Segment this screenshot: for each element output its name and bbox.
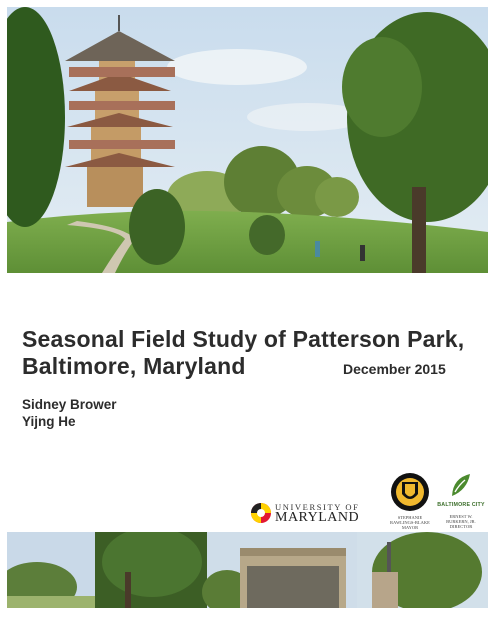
cover-photo-pagoda [7,7,488,273]
author-name: Sidney Brower [22,397,117,412]
baltimore-mayor-seal [386,472,434,530]
rec-parks-brand: BALTIMORE CITY [437,502,485,508]
umd-seal-icon [250,502,272,524]
document-title: Seasonal Field Study of Patterson Park, Baltimore, Maryland [22,326,465,379]
university-of-maryland-logo [248,500,376,530]
mayor-name-last: RAWLINGS-BLAKE [390,520,430,525]
mayor-title: MAYOR [401,525,419,530]
director-name-last: BURKERN, JR. [446,519,476,524]
city-seal-icon [390,472,430,512]
leaf-icon [449,472,473,498]
director-name-first: ERNEST W. [449,514,473,519]
cover-photo-strip [7,532,488,608]
mayor-name-first: STEPHANIE [397,515,423,520]
document-date: December 2015 [343,361,446,377]
director-title: DIRECTOR [449,524,473,529]
author-name: Yijng He [22,414,76,429]
umd-logo-line1: UNIVERSITY OF [275,502,360,512]
umd-logo-line2: MARYLAND [275,510,360,525]
baltimore-rec-parks-logo [437,472,485,530]
